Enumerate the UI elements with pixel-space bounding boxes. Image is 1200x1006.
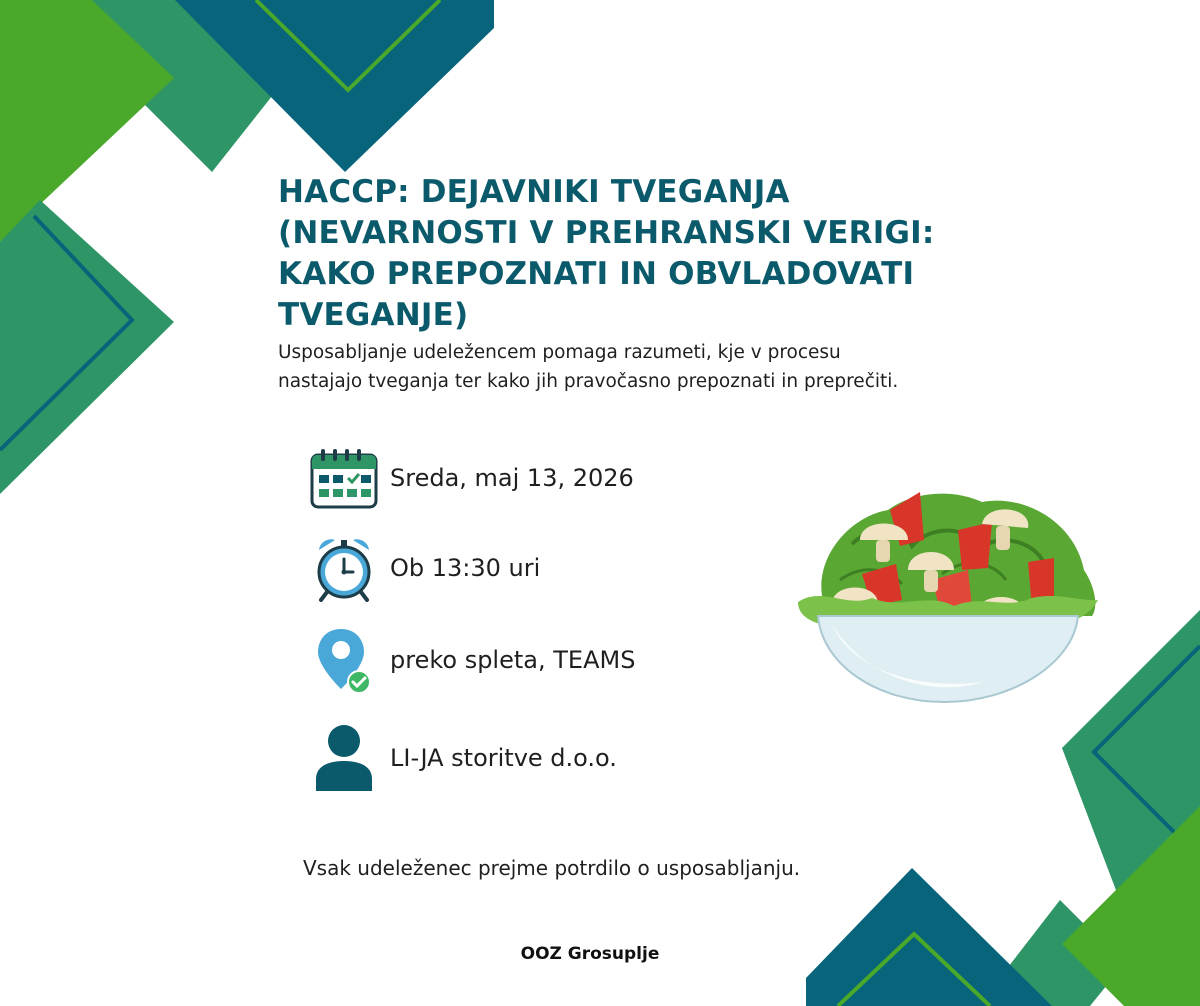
salad-bowl-illustration <box>792 484 1104 710</box>
date-row <box>308 442 634 514</box>
deco-diamond-green-left <box>0 200 174 494</box>
time-row <box>308 532 540 604</box>
organizer-footer: OOZ Grosuplje <box>520 944 660 964</box>
location-row <box>308 624 635 696</box>
alarm-clock-icon <box>308 532 380 604</box>
organizer-row <box>308 722 617 794</box>
event-date: Sreda, maj 13, 2026 <box>390 464 634 492</box>
deco-diamond-dark-teal-bottom <box>806 868 1052 1006</box>
event-location: preko spleta, TEAMS <box>390 646 636 674</box>
person-icon <box>308 722 380 794</box>
certificate-note: Vsak udeleženec prejme potrdilo o usposabljanju. <box>303 856 801 880</box>
event-organizer: LI-JA storitve d.o.o. <box>390 744 617 772</box>
page-title: HACCP: DEJAVNIKI TVEGANJA (NEVARNOSTI V PREHRANSKI VERIGI: KAKO PREPOZNATI IN OBVLADOVATI TVEGANJE) <box>278 174 935 333</box>
training-description: Usposabljanje udeležencem pomaga razumeti, kje v procesu nastajajo tveganja ter kako jih pravočasno prepoznati in preprečiti. <box>278 342 899 392</box>
calendar-icon <box>308 442 380 514</box>
event-time: Ob 13:30 uri <box>390 554 541 582</box>
location-pin-icon <box>308 624 380 696</box>
